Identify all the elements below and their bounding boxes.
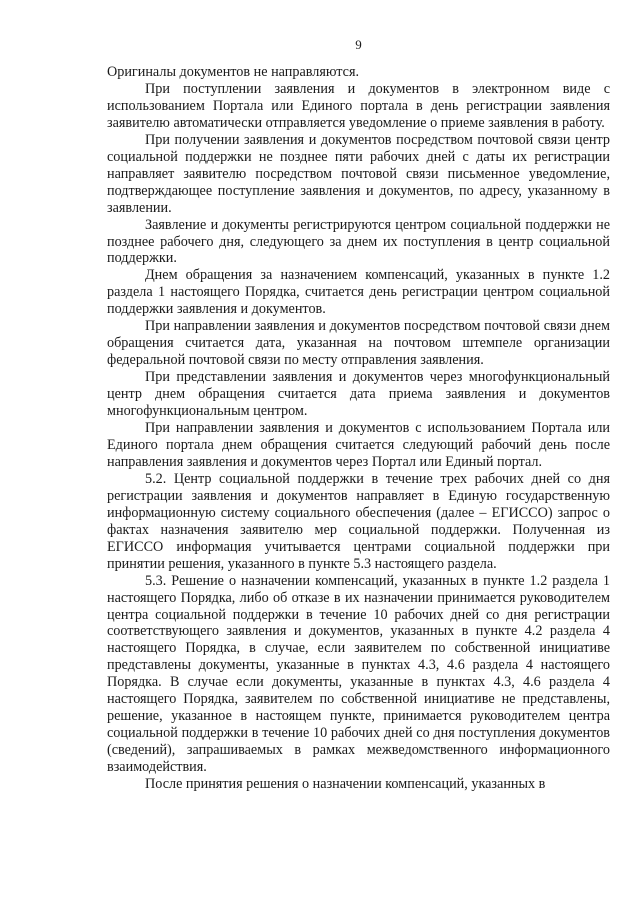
paragraph: После принятия решения о назначении компенсаций, указанных в xyxy=(145,776,546,793)
paragraph: 5.3. Решение о назначении компенсаций, указанных в пункте 1.2 раздела 1 настоящего Порядка, либо об отказе в их назначении принимается руководителем центра социальной поддержки в течение 10 рабочих дней со дня регистрации соответствующего заявления и документов, указанных в пункте 4.2 раздела 4 настоящего Порядка, в случае, если заявителем по собственной инициативе представлены документы, указанные в пунктах 4.3, 4.6 раздела 4 настоящего Порядка. В случае если документы, указанные в пунктах 4.3, 4.6 раздела 4 настоящего Порядка, заявителем по собственной инициативе не представлены, решение, указанное в настоящем пункте, принимается руководителем центра социальной поддержки в течение 10 рабочих дней со дня поступления документов (сведений), запрашиваемых в рамках межведомственного информационного взаимодействия. xyxy=(107,572,610,776)
paragraph: При поступлении заявления и документов в электронном виде с использованием Портала или Единого портала в день регистрации заявления заявителю автоматически отправляется уведомление о приеме заявления в работу. xyxy=(107,80,610,131)
paragraph: Оригиналы документов не направляются. xyxy=(107,64,360,80)
paragraph: При направлении заявления и документов посредством почтовой связи днем обращения считается дата, указанная на почтовом штемпеле организации федеральной почтовой связи по месту отправления заявления. xyxy=(107,318,610,369)
paragraph: 5.2. Центр социальной поддержки в течение трех рабочих дней со дня регистрации заявления и документов направляет в Единую государственную информационную систему социального обеспечения (далее – ЕГИССО) запрос о фактах назначения заявителю мер социальной поддержки. Полученная из ЕГИССО информация учитывается центрами социальной поддержки при принятии решения, указанного в пункте 5.3 настоящего раздела. xyxy=(107,470,610,572)
paragraph: Днем обращения за назначением компенсаций, указанных в пункте 1.2 раздела 1 настоящего Порядка, считается день регистрации центром социальной поддержки заявления и документов. xyxy=(107,267,610,318)
paragraph: При направлении заявления и документов с использованием Портала или Единого портала днем обращения считается следующий рабочий день после направления заявления и документов через Портал или Единый портал. xyxy=(107,420,610,470)
page-number: 9 xyxy=(355,37,362,52)
paragraph: Заявление и документы регистрируются центром социальной поддержки не позднее рабочего дня, следующего за днем их поступления в центр социальной поддержки. xyxy=(107,216,610,267)
paragraph: При получении заявления и документов посредством почтовой связи центр социальной поддержки не позднее пяти рабочих дней с даты их регистрации направляет заявителю посредством почтовой связи письменное уведомление, подтверждающее поступление заявления и документов, по адресу, указанному в заявлении. xyxy=(107,131,610,216)
paragraph: При представлении заявления и документов через многофункциональный центр днем обращения считается дата приема заявления и документов многофункциональным центром. xyxy=(107,369,610,420)
document-body xyxy=(107,64,610,793)
